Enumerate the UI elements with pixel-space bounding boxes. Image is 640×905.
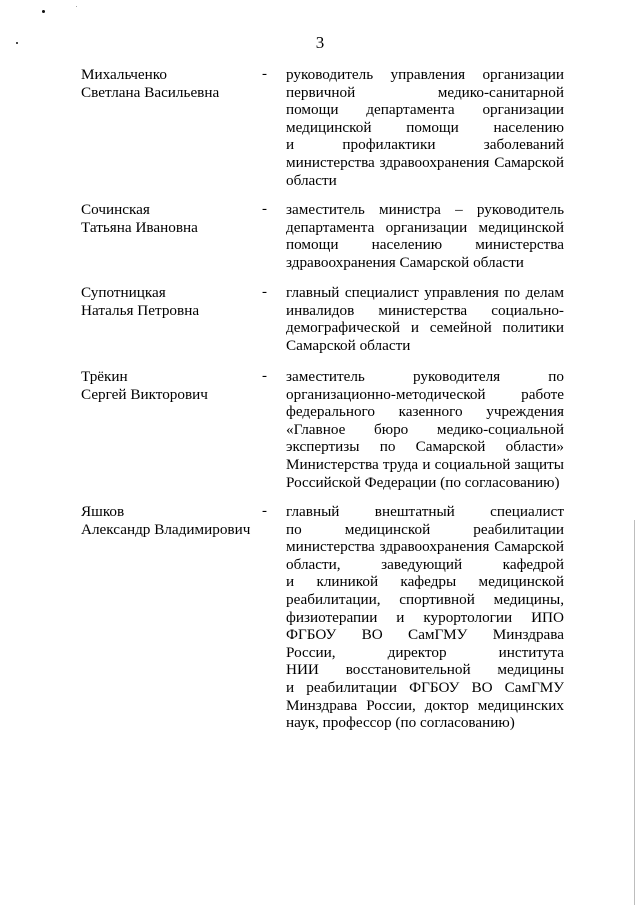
scan-speck — [76, 6, 77, 7]
member-surname: Яшков — [81, 503, 125, 520]
position-line: здравоохранения Самарской области — [286, 253, 524, 271]
scan-speck — [42, 10, 45, 13]
dash-separator: - — [262, 503, 267, 519]
position-line: первичной медико-санитарной — [286, 83, 564, 101]
position-line: и профилактики заболеваний — [286, 136, 564, 154]
member-surname: Супотницкая — [81, 284, 166, 301]
position-line: и реабилитации ФГБОУ ВО СамГМУ — [286, 678, 564, 696]
member-given-names: Сергей Викторович — [81, 385, 208, 403]
position-line: «Главное бюро медико-социальной — [286, 420, 564, 438]
position-line: руководитель управления организации — [286, 66, 564, 83]
member-given-names: Светлана Васильевна — [81, 83, 220, 101]
position-line: организационно-методической работе — [286, 385, 564, 403]
position-line: области, заведующий кафедрой — [286, 555, 564, 573]
position-line: федерального казенного учреждения — [286, 403, 564, 421]
position-line: реабилитации, спортивной медицины, — [286, 590, 564, 608]
member-position — [286, 66, 564, 189]
position-line: главный специалист управления по делам — [286, 284, 564, 301]
member-surname: Сочинская — [81, 201, 150, 218]
position-line: главный внештатный специалист — [286, 503, 564, 520]
position-line: медицинской помощи населению — [286, 118, 564, 136]
member-given-names: Наталья Петровна — [81, 301, 200, 319]
position-line: Российской Федерации (по согласованию) — [286, 473, 560, 491]
dash-separator: - — [262, 201, 267, 217]
position-line: министерства здравоохранения Самарской — [286, 153, 564, 171]
position-line: ФГБОУ ВО СамГМУ Минздрава — [286, 626, 564, 644]
page-number: 3 — [315, 33, 325, 52]
member-surname: Трёкин — [81, 368, 128, 385]
member-name — [81, 201, 261, 236]
position-line: Министерства труда и социальной защиты — [286, 455, 564, 473]
position-line: помощи населению министерства — [286, 236, 564, 254]
position-line: помощи департамента организации — [286, 101, 564, 119]
position-line: заместитель министра – руководитель — [286, 201, 564, 218]
member-position — [286, 201, 564, 271]
position-line: инвалидов министерства социально- — [286, 301, 564, 319]
position-line: департамента организации медицинской — [286, 218, 564, 236]
member-position — [286, 284, 564, 354]
member-position — [286, 368, 564, 491]
member-position — [286, 503, 564, 732]
position-line: демографической и семейной политики — [286, 319, 564, 337]
member-name — [81, 368, 261, 403]
position-line: по медицинской реабилитации — [286, 520, 564, 538]
member-name — [81, 284, 261, 319]
position-line: министерства здравоохранения Самарской — [286, 538, 564, 556]
dash-separator: - — [262, 368, 267, 384]
position-line: и клиникой кафедры медицинской — [286, 573, 564, 591]
dash-separator: - — [262, 66, 267, 82]
member-given-names: Татьяна Ивановна — [81, 218, 198, 236]
position-line: физиотерапии и курортологии ИПО — [286, 608, 564, 626]
position-line: заместитель руководителя по — [286, 368, 564, 385]
position-line: Самарской области — [286, 336, 411, 354]
position-line: России, директор института — [286, 643, 564, 661]
member-surname: Михальченко — [81, 66, 167, 83]
position-line: области — [286, 171, 337, 189]
position-line: НИИ восстановительной медицины — [286, 661, 564, 679]
dash-separator: - — [262, 284, 267, 300]
position-line: экспертизы по Самарской области» — [286, 438, 564, 456]
position-line: Минздрава России, доктор медицинских — [286, 696, 564, 714]
member-name — [81, 66, 261, 101]
scan-edge-line — [634, 520, 635, 905]
member-name — [81, 503, 261, 538]
member-given-names: Александр Владимирович — [81, 520, 251, 538]
position-line: наук, профессор (по согласованию) — [286, 714, 515, 732]
